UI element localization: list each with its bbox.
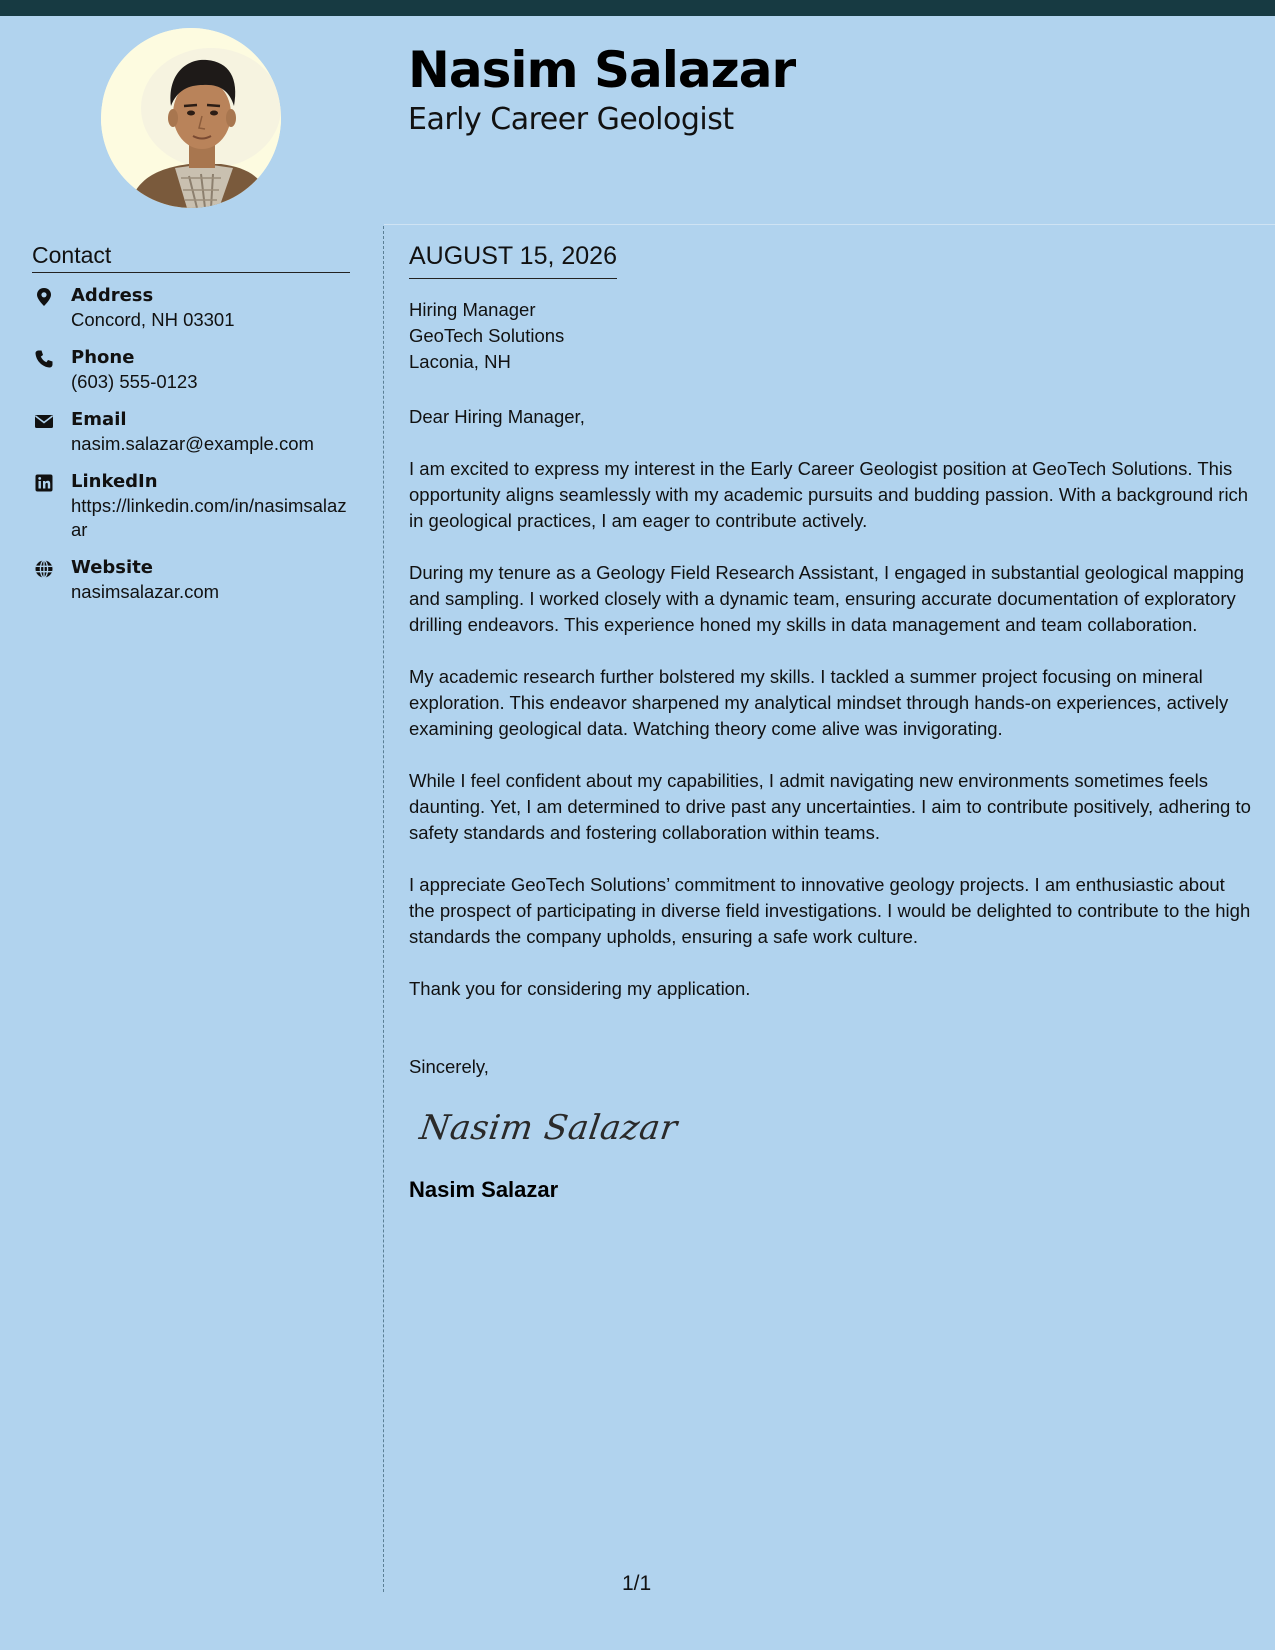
linkedin-icon — [34, 473, 54, 493]
contact-label: Phone — [71, 347, 135, 368]
letter-paragraph: My academic research further bolstered my skills. I tackled a summer project focusing on mineral exploration. This endeavor sharpened my analytical mindset through hands-on experiences, actively examining geological data. Watching theory come alive was invigorating. — [409, 666, 1229, 739]
column-divider — [383, 226, 384, 1592]
page-number: 1/1 — [622, 1572, 652, 1595]
contact-value[interactable]: https://linkedin.com/in/nasimsalazar — [71, 495, 347, 540]
letter-body — [409, 240, 1251, 1204]
top-accent-bar — [0, 0, 1275, 16]
phone-icon — [34, 349, 54, 369]
contact-label: Email — [71, 409, 127, 430]
recipient-line: Laconia, NH — [409, 351, 511, 372]
letter-date: AUGUST 15, 2026 — [409, 240, 617, 279]
closing: Sincerely, — [409, 1056, 489, 1077]
signature: Nasim Salazar — [417, 1108, 680, 1148]
contact-item-address — [32, 284, 352, 332]
header-job-title: Early Career Geologist — [408, 102, 734, 137]
contact-item-email — [32, 408, 352, 456]
letter-paragraph: During my tenure as a Geology Field Research Assistant, I engaged in substantial geological mapping and sampling. I worked closely with a dynamic team, ensuring accurate documentation of exploratory drilling endeavors. This experience honed my skills in data management and team collaboration. — [409, 562, 1245, 635]
contact-value: (603) 555-0123 — [71, 371, 198, 392]
contact-label: LinkedIn — [71, 471, 158, 492]
header-name: Nasim Salazar — [408, 41, 796, 99]
contact-value: nasim.salazar@example.com — [71, 433, 314, 454]
header-divider — [384, 224, 1275, 225]
contact-value: Concord, NH 03301 — [71, 309, 235, 330]
contact-item-website — [32, 556, 352, 604]
map-pin-icon — [34, 287, 54, 307]
letter-paragraph: While I feel confident about my capabilities, I admit navigating new environments sometimes feels daunting. Yet, I am determined to drive past any uncertainties. I aim to contribute positively, adhering to safety standards and fostering collaboration within teams. — [409, 770, 1251, 843]
letter-paragraph: I am excited to express my interest in the Early Career Geologist position at GeoTech Solutions. This opportunity aligns seamlessly with my academic pursuits and budding passion. With a background rich in geological practices, I am eager to contribute actively. — [409, 458, 1249, 531]
envelope-icon — [34, 411, 54, 431]
globe-icon — [34, 559, 54, 579]
recipient-block — [409, 297, 1251, 375]
thanks-line: Thank you for considering my application. — [409, 978, 751, 999]
recipient-line: GeoTech Solutions — [409, 325, 565, 346]
greeting: Dear Hiring Manager, — [409, 406, 585, 427]
contact-label: Address — [71, 285, 154, 306]
contact-value[interactable]: nasimsalazar.com — [71, 581, 220, 602]
profile-photo — [101, 28, 281, 208]
recipient-line: Hiring Manager — [409, 299, 536, 320]
contact-heading: Contact — [32, 241, 350, 273]
signer-name: Nasim Salazar — [409, 1177, 559, 1202]
contact-item-phone — [32, 346, 352, 394]
contact-list — [32, 284, 352, 618]
contact-item-linkedin — [32, 470, 352, 542]
contact-label: Website — [71, 557, 154, 578]
letter-paragraph: I appreciate GeoTech Solutions’ commitment to innovative geology projects. I am enthusiastic about the prospect of participating in diverse field investigations. I would be delighted to contribute to the high standards the company upholds, ensuring a safe work culture. — [409, 874, 1251, 947]
